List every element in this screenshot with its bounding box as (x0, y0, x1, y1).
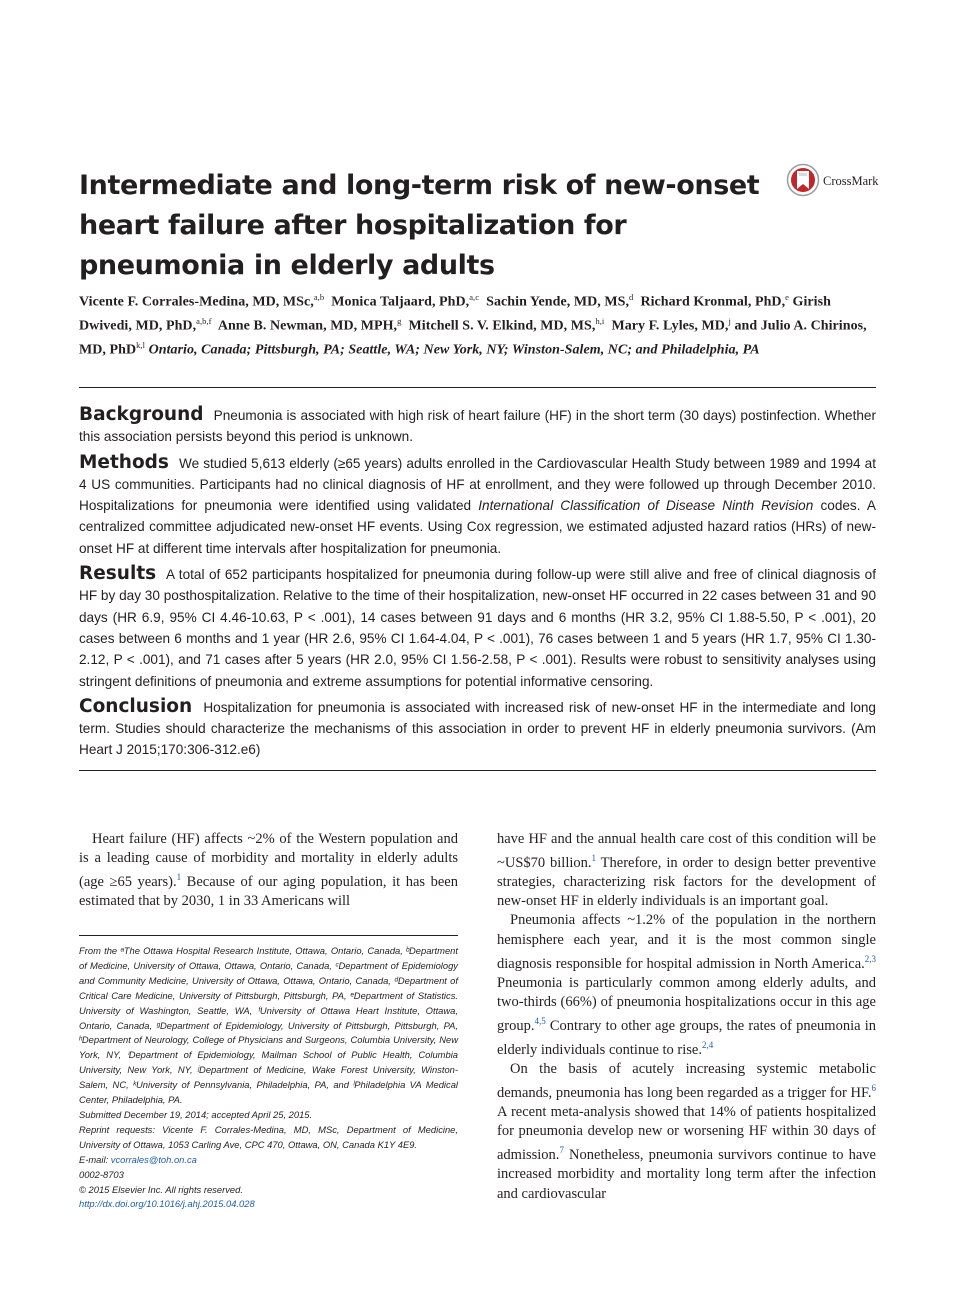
abstract-results (79, 563, 876, 692)
section-text: We studied 5,613 elderly (≥65 years) adults enrolled in the Cardiovascular Health Study between 1989 and 1994 at 4 US communities. Participants had no clinical diagnosis of HF at enrollment, and they were followed up through December 2010. Hospitalizations for pneumonia were identified using validated (79, 455, 876, 514)
abstract (79, 404, 876, 765)
footnotes (79, 944, 458, 1212)
body-text: have HF and the annual health care cost of this condition will be ~US$70 billion. (497, 831, 876, 871)
author: Vicente F. Corrales-Medina, MD, MSc, (79, 294, 314, 310)
body-text: Therefore, in order to design better preventive strategies, characterizing risk factors for the development of new-onset HF in elderly individuals is an important goal. (497, 854, 876, 910)
section-text: Pneumonia is associated with high risk of heart failure (HF) in the short term (30 days) postinfection. Whether this association persists beyond this period is unknown. (79, 408, 876, 445)
doi-link[interactable]: http://dx.doi.org/10.1016/j.ahj.2015.04.028 (79, 1198, 255, 1210)
copyright-note: © 2015 Elsevier Inc. All rights reserved. (79, 1183, 243, 1195)
body-text: A recent meta-analysis showed that 14% of patients hospitalized for pneumonia develop new or worsening HF within 30 days of admission. (497, 1104, 876, 1164)
divider (79, 387, 876, 388)
body-text: Heart failure (HF) affects ~2% of the Western population and is a leading cause of morbidity and mortality in elderly adults (age ≥65 years). (79, 831, 458, 891)
author-affiliation-marker: g (397, 316, 402, 327)
crossmark-label: CrossMark (823, 174, 879, 188)
section-text: codes. A centralized committee adjudicated new-onset HF events. Using Cox regression, we estimated adjusted hazard ratios (HRs) of new-onset HF at different time intervals after hospitalization for pneumonia. (79, 498, 876, 556)
section-text: A total of 652 participants hospitalized for pneumonia during follow-up were still alive and free of clinical diagnosis of HF by day 30 posthospitalization. Relative to the time of their hospitalization, new-onset HF occurred in 22 cases between 31 and 90 days (HR 6.9, 95% CI 4.46-10.63, P < .001), 14 cases between 91 days and 6 months (HR 3.2, 95% CI 1.88-5.50, P < .001), 20 cases between 6 months and 1 year (HR 2.6, 95% CI 1.64-4.04, P < .001), 76 cases between 1 and 5 years (HR 1.7, 95% CI 1.30-2.12, P < .001), and 71 cases after 5 years (HR 2.0, 95% CI 1.56-2.58, P < .001). Results were robust to sensitivity analyses using stringent definitions of pneumonia and extreme assumptions for potential informative censoring. (79, 567, 877, 689)
body-left-column (79, 830, 458, 911)
author-affiliation-marker: k,l (136, 340, 146, 351)
email-link[interactable]: vcorrales@toh.on.ca (110, 1153, 197, 1165)
body-text: Nonetheless, pneumonia survivors continue to have increased morbidity and mortality long term after the infection and cardiovascular (497, 1147, 876, 1202)
author: Anne B. Newman, MD, MPH, (217, 318, 398, 334)
citation-link[interactable]: 7 (559, 1145, 564, 1156)
email-note (79, 1153, 458, 1168)
author-affiliation-marker: a,c (469, 292, 480, 302)
body-text: Contrary to other age groups, the rates of pneumonia in elderly individuals continue to rise. (497, 1017, 876, 1058)
abstract-background (79, 404, 876, 448)
article-title: Intermediate and long-term risk of new-onset heart failure after hospitalization for pneumonia in elderly adults (79, 170, 760, 281)
section-heading: Results (79, 563, 157, 585)
body-paragraph (497, 830, 876, 911)
author: Monica Taljaard, PhD, (331, 294, 470, 310)
author-affiliation-marker: j (728, 316, 731, 327)
doi-note (79, 1197, 458, 1212)
footnote-divider (79, 935, 458, 936)
body-paragraph (497, 1060, 876, 1204)
author-affiliation-marker: h,i (595, 316, 605, 327)
author-locations: Ontario, Canada; Pittsburgh, PA; Seattle, WA; New York, NY; Winston-Salem, NC; and Philadelphia, PA (148, 342, 760, 358)
reprint-note: Reprint requests: Vicente F. Corrales-Medina, MD, MSc, Department of Medicine, University of Ottawa, 1053 Carling Ave, CPC 470, Ottawa, ON, Canada K1Y 4E9. (79, 1123, 458, 1150)
body-paragraph (79, 830, 458, 911)
citation-link[interactable]: 4,5 (534, 1016, 546, 1027)
body-text: Because of our aging population, it has been estimated that by 2030, 1 in 33 Americans will (79, 874, 458, 910)
issn-note: 0002-8703 (79, 1168, 124, 1180)
body-text: Pneumonia is particularly common among elderly adults, and two-thirds (66%) of pneumonia hospitalizations occur in this age group. (497, 974, 876, 1034)
abstract-methods (79, 452, 876, 559)
section-text-italic: International Classification of Disease Ninth Revision (478, 498, 814, 514)
body-text: On the basis of acutely increasing systemic metabolic demands, pneumonia has long been regarded as a trigger for HF. (497, 1061, 876, 1102)
author-affiliation-marker: d (629, 292, 634, 302)
divider (79, 770, 876, 771)
email-label: E-mail: (79, 1153, 111, 1165)
section-heading: Methods (79, 451, 169, 473)
author: Sachin Yende, MD, MS, (486, 294, 630, 310)
author: Richard Kronmal, PhD, (640, 294, 786, 310)
section-heading: Background (79, 404, 204, 425)
author: Girish Dwivedi, MD, PhD, (79, 294, 831, 334)
author-affiliation-marker: a,b (313, 292, 325, 302)
citation-link[interactable]: 1 (591, 853, 597, 864)
affiliations-note: From the ᵃThe Ottawa Hospital Research Institute, Ottawa, Ontario, Canada, ᵇDepartment of Medicine, University of Ottawa, Ottawa, Ontario, Canada, ᶜDepartment of Epidemiology and Community Medicine, University of Ottawa, Ottawa, Ontario, Canada, ᵈDepartment of Critical Care Medicine, University of Pittsburgh, Pittsburgh, PA, ᵉDepartment of Statistics. University of Washington, Seattle, WA, ᶠUniversity of Ottawa Heart Institute, Ottawa, Ontario, Canada, ᵍDepartment of Epidemiology, University of Pittsburgh, Pittsburgh, PA, ʰDepartment of Neurology, College of Physicians and Surgeons, Columbia University, New York, NY, ⁱDepartment of Epidemiology, Mailman School of Public Health, Columbia University, New York, NY, ʲDepartment of Medicine, Wake Forest University, Winston-Salem, NC, ᵏUniversity of Pennsylvania, Philadelphia, PA, and ˡPhiladelphia VA Medical Center, Philadelphia, PA. (79, 945, 458, 1106)
author: Mitchell S. V. Elkind, MD, MS, (408, 318, 596, 334)
author: Mary F. Lyles, MD, (611, 318, 729, 334)
body-text: Pneumonia affects ~1.2% of the population in the northern hemisphere each year, and it is the most common single diagnosis responsible for hospital admission in North America. (497, 912, 876, 972)
submitted-note: Submitted December 19, 2014; accepted April 25, 2015. (79, 1108, 313, 1120)
body-right-column (497, 830, 876, 1204)
citation-link[interactable]: 6 (871, 1083, 876, 1094)
crossmark-badge[interactable] (786, 163, 886, 203)
section-text: Hospitalization for pneumonia is associated with increased risk of new-onset HF in the intermediate and long term. Studies should characterize the mechanisms of this association in order to prevent HF in elderly pneumonia survivors. (Am Heart J 2015;170:306-312.e6) (79, 699, 876, 758)
author-list (79, 288, 879, 360)
author-affiliation-marker: a,b,f (196, 316, 212, 327)
crossmark-icon (786, 163, 820, 197)
citation-link[interactable]: 2,3 (864, 953, 876, 964)
body-paragraph (497, 911, 876, 1060)
abstract-conclusion (79, 696, 876, 761)
author: and Julio A. Chirinos, MD, PhD (79, 318, 867, 358)
citation-link[interactable]: 2,4 (701, 1040, 714, 1051)
author-affiliation-marker: e (785, 292, 789, 302)
citation-link[interactable]: 1 (176, 872, 182, 883)
section-heading: Conclusion (79, 695, 193, 717)
